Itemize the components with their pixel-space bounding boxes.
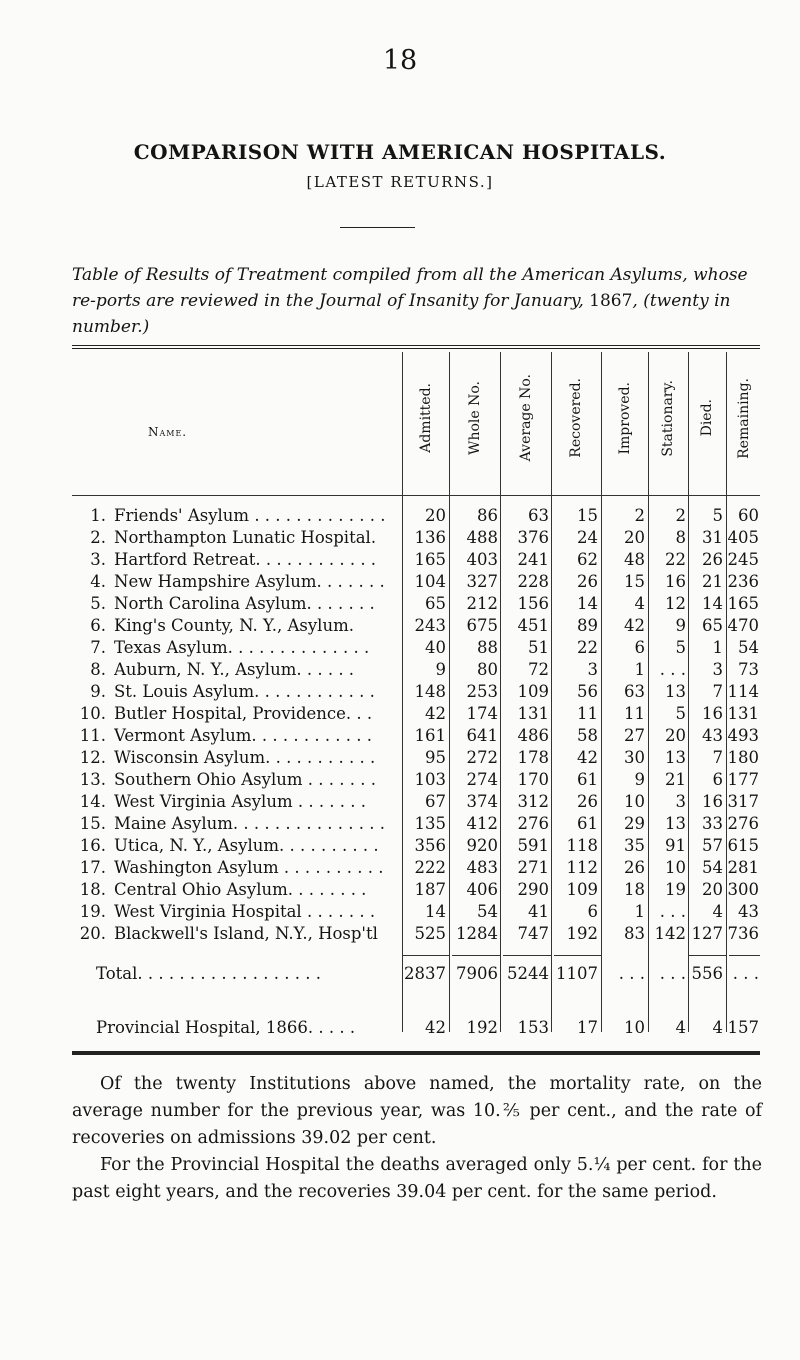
row-number: 2.: [90, 528, 106, 547]
table-cell: . . .: [732, 964, 759, 983]
table-cell: 73: [738, 660, 759, 679]
table-cell: 26: [624, 858, 645, 877]
table-cell: 20: [425, 506, 446, 525]
table-cell: 276: [517, 814, 549, 833]
total-row: [72, 963, 760, 985]
table-cell: 54: [702, 858, 723, 877]
table-cell: 43: [702, 726, 723, 745]
table-cell: 165: [727, 594, 759, 613]
table-row: [72, 747, 760, 769]
caption-part3: , (twenty in number.): [72, 291, 731, 337]
table-cell: 493: [727, 726, 759, 745]
table-cell: 22: [665, 550, 686, 569]
table-row: [72, 549, 760, 571]
table-row: [72, 835, 760, 857]
table-cell: 1: [634, 902, 645, 921]
table-cell: 2837: [404, 964, 446, 983]
table-cell: 42: [425, 1018, 446, 1037]
table-cell: 88: [477, 638, 498, 657]
column-header-remaining: Remaining.: [736, 377, 752, 459]
table-row: [72, 593, 760, 615]
table-cell: 276: [727, 814, 759, 833]
row-number: 6.: [90, 616, 106, 635]
table-cell: 51: [528, 638, 549, 657]
table-cell: 72: [528, 660, 549, 679]
total-separator: [729, 955, 760, 956]
table-cell: 10: [665, 858, 686, 877]
table-row: [72, 769, 760, 791]
table-cell: 33: [702, 814, 723, 833]
table-cell: 20: [624, 528, 645, 547]
table-cell: 118: [566, 836, 598, 855]
institution-name: Central Ohio Asylum. . . . . . . .: [114, 880, 367, 899]
institution-name: Hartford Retreat. . . . . . . . . . . .: [114, 550, 377, 569]
total-separator: [503, 955, 551, 956]
table-cell: 7906: [456, 964, 498, 983]
table-cell: 245: [727, 550, 759, 569]
table-cell: 26: [702, 550, 723, 569]
institution-name: Friends' Asylum . . . . . . . . . . . . .: [114, 506, 386, 525]
table-cell: 16: [702, 792, 723, 811]
table-top-rule-2: [72, 348, 760, 349]
table-cell: 281: [727, 858, 759, 877]
table-cell: 136: [414, 528, 446, 547]
table-cell: 42: [577, 748, 598, 767]
table-cell: 6: [712, 770, 723, 789]
row-number: 12.: [79, 748, 106, 767]
table-cell: 5244: [507, 964, 549, 983]
table-cell: 271: [517, 858, 549, 877]
table-cell: 21: [702, 572, 723, 591]
page-subtitle: [LATEST RETURNS.]: [306, 173, 494, 191]
institution-name: Butler Hospital, Providence. . .: [114, 704, 373, 723]
table-cell: 9: [634, 770, 645, 789]
table-cell: 178: [517, 748, 549, 767]
table-cell: 7: [712, 682, 723, 701]
table-cell: 153: [517, 1018, 549, 1037]
institution-name: Washington Asylum . . . . . . . . . .: [114, 858, 384, 877]
column-header-stationary: Stationary.: [660, 379, 676, 457]
table-cell: 67: [425, 792, 446, 811]
institution-name: Auburn, N. Y., Asylum. . . . . .: [114, 660, 355, 679]
table-cell: 483: [466, 858, 498, 877]
institution-name: Southern Ohio Asylum . . . . . . .: [114, 770, 376, 789]
table-cell: . . .: [659, 660, 686, 679]
table-cell: 12: [665, 594, 686, 613]
table-cell: 272: [466, 748, 498, 767]
table-cell: 1: [634, 660, 645, 679]
row-number: 17.: [79, 858, 106, 877]
divider: [340, 227, 415, 228]
table-cell: 403: [466, 550, 498, 569]
table-cell: 15: [577, 506, 598, 525]
total-separator: [554, 955, 601, 956]
table-cell: 26: [577, 792, 598, 811]
table-cell: 127: [691, 924, 723, 943]
row-number: 10.: [79, 704, 106, 723]
table-cell: 20: [665, 726, 686, 745]
table-cell: 10: [624, 1018, 645, 1037]
table-cell: 14: [702, 594, 723, 613]
table-cell: 615: [727, 836, 759, 855]
table-cell: 675: [466, 616, 498, 635]
table-cell: 920: [466, 836, 498, 855]
table-cell: 2: [634, 506, 645, 525]
institution-name: West Virginia Asylum . . . . . . .: [114, 792, 367, 811]
table-cell: 11: [577, 704, 598, 723]
table-cell: 20: [702, 880, 723, 899]
table-cell: 11: [624, 704, 645, 723]
table-cell: 486: [517, 726, 549, 745]
table-cell: 4: [712, 902, 723, 921]
table-cell: 63: [624, 682, 645, 701]
table-cell: 156: [517, 594, 549, 613]
table-cell: 14: [425, 902, 446, 921]
table-cell: 62: [577, 550, 598, 569]
table-cell: 1107: [556, 964, 598, 983]
table-cell: 253: [466, 682, 498, 701]
table-cell: 18: [624, 880, 645, 899]
institution-name: Northampton Lunatic Hospital.: [114, 528, 377, 547]
institution-name: North Carolina Asylum. . . . . . .: [114, 594, 375, 613]
table-row: [72, 637, 760, 659]
table-cell: 61: [577, 770, 598, 789]
table-cell: 40: [425, 638, 446, 657]
table-row: [72, 923, 760, 945]
table-cell: 3: [675, 792, 686, 811]
page-title: COMPARISON WITH AMERICAN HOSPITALS.: [133, 140, 667, 164]
table-row: [72, 791, 760, 813]
table-cell: 16: [702, 704, 723, 723]
table-cell: 54: [477, 902, 498, 921]
table-cell: 556: [691, 964, 723, 983]
table-cell: 58: [577, 726, 598, 745]
row-number: 5.: [90, 594, 106, 613]
table-cell: 470: [727, 616, 759, 635]
table-cell: 63: [528, 506, 549, 525]
table-cell: 83: [624, 924, 645, 943]
table-cell: 13: [665, 814, 686, 833]
table-cell: 13: [665, 682, 686, 701]
institution-name: King's County, N. Y., Asylum.: [114, 616, 354, 635]
caption-part2: the American Asylums, whose re-ports are reviewed in the Journal of Insanity for January,: [72, 265, 748, 311]
table-cell: 15: [624, 572, 645, 591]
table-cell: 6: [634, 638, 645, 657]
table-cell: 5: [675, 638, 686, 657]
table-cell: 165: [414, 550, 446, 569]
table-cell: 109: [517, 682, 549, 701]
table-cell: 26: [577, 572, 598, 591]
table-row: [72, 901, 760, 923]
table-cell: 290: [517, 880, 549, 899]
table-cell: 13: [665, 748, 686, 767]
table-cell: 7: [712, 748, 723, 767]
column-header-admitted: Admitted.: [418, 383, 434, 453]
table-cell: . . .: [659, 964, 686, 983]
table-cell: 412: [466, 814, 498, 833]
provincial-row: [72, 1017, 760, 1039]
column-header-recovered: Recovered.: [568, 378, 584, 458]
institution-name: St. Louis Asylum. . . . . . . . . . . .: [114, 682, 375, 701]
table-cell: 29: [624, 814, 645, 833]
table-cell: 327: [466, 572, 498, 591]
table-cell: 31: [702, 528, 723, 547]
institution-name: Texas Asylum. . . . . . . . . . . . . .: [114, 638, 370, 657]
table-cell: 228: [517, 572, 549, 591]
table-cell: 525: [414, 924, 446, 943]
table-row: [72, 879, 760, 901]
table-cell: 406: [466, 880, 498, 899]
table-cell: 35: [624, 836, 645, 855]
table-cell: 5: [675, 704, 686, 723]
row-number: 13.: [79, 770, 106, 789]
header-rule: [72, 495, 760, 496]
table-cell: 42: [624, 616, 645, 635]
table-cell: 157: [727, 1018, 759, 1037]
table-cell: 212: [466, 594, 498, 613]
row-number: 8.: [90, 660, 106, 679]
institution-name: Wisconsin Asylum. . . . . . . . . . .: [114, 748, 376, 767]
table-cell: 48: [624, 550, 645, 569]
table-cell: 192: [566, 924, 598, 943]
table-cell: 236: [727, 572, 759, 591]
table-cell: 135: [414, 814, 446, 833]
table-cell: 2: [675, 506, 686, 525]
table-cell: 312: [517, 792, 549, 811]
table-cell: 27: [624, 726, 645, 745]
row-number: 9.: [90, 682, 106, 701]
table-row: [72, 725, 760, 747]
institution-name: Maine Asylum. . . . . . . . . . . . . . .: [114, 814, 386, 833]
table-cell: 30: [624, 748, 645, 767]
total-separator: [689, 955, 726, 956]
table-row: [72, 681, 760, 703]
row-number: 16.: [79, 836, 106, 855]
table-row: [72, 615, 760, 637]
table-cell: 274: [466, 770, 498, 789]
row-number: 3.: [90, 550, 106, 569]
table-caption: [72, 262, 762, 340]
table-cell: 104: [414, 572, 446, 591]
table-cell: 17: [577, 1018, 598, 1037]
table-cell: 95: [425, 748, 446, 767]
table-cell: 241: [517, 550, 549, 569]
table-cell: 4: [675, 1018, 686, 1037]
column-header-average: Average No.: [517, 374, 534, 462]
table-cell: 103: [414, 770, 446, 789]
column-header-name: Name.: [148, 425, 188, 439]
row-number: 14.: [79, 792, 106, 811]
institution-name: Utica, N. Y., Asylum. . . . . . . . . .: [114, 836, 379, 855]
table-cell: 4: [634, 594, 645, 613]
table-cell: 19: [665, 880, 686, 899]
table-cell: 60: [738, 506, 759, 525]
table-cell: 187: [414, 880, 446, 899]
table-cell: 488: [466, 528, 498, 547]
table-cell: 1284: [456, 924, 498, 943]
table-cell: 86: [477, 506, 498, 525]
page-number: 18: [382, 45, 418, 76]
table-cell: 80: [477, 660, 498, 679]
table-cell: 177: [727, 770, 759, 789]
table-cell: 10: [624, 792, 645, 811]
table-cell: 131: [727, 704, 759, 723]
table-row: [72, 703, 760, 725]
table-bottom-rule: [72, 1051, 760, 1055]
table-cell: 376: [517, 528, 549, 547]
table-cell: 170: [517, 770, 549, 789]
institution-name: New Hampshire Asylum. . . . . . .: [114, 572, 385, 591]
table-cell: 21: [665, 770, 686, 789]
table-cell: 148: [414, 682, 446, 701]
table-cell: 6: [587, 902, 598, 921]
table-cell: 736: [727, 924, 759, 943]
table-cell: 222: [414, 858, 446, 877]
table-cell: 65: [425, 594, 446, 613]
table-cell: 405: [727, 528, 759, 547]
table-cell: 9: [435, 660, 446, 679]
table-cell: 91: [665, 836, 686, 855]
table-cell: 14: [577, 594, 598, 613]
institution-name: Provincial Hospital, 1866. . . . .: [96, 1018, 356, 1037]
table-cell: 5: [712, 506, 723, 525]
caption-year: 1867: [589, 291, 633, 311]
table-cell: 114: [727, 682, 759, 701]
institution-name: West Virginia Hospital . . . . . . .: [114, 902, 376, 921]
table-cell: . . .: [659, 902, 686, 921]
column-header-died: Died.: [699, 399, 715, 437]
row-number: 11.: [79, 726, 106, 745]
table-row: [72, 659, 760, 681]
institution-name: Blackwell's Island, N.Y., Hosp'tl: [114, 924, 378, 943]
table-cell: 41: [528, 902, 549, 921]
table-cell: 89: [577, 616, 598, 635]
table-cell: 591: [517, 836, 549, 855]
table-cell: 300: [727, 880, 759, 899]
column-header-whole: Whole No.: [466, 381, 483, 455]
table-cell: 161: [414, 726, 446, 745]
table-cell: 8: [675, 528, 686, 547]
table-cell: 243: [414, 616, 446, 635]
table-cell: . . .: [618, 964, 645, 983]
paragraph-provincial: For the Provincial Hospital the deaths averaged only 5.¼ per cent. for the past eight years, and the recoveries 39.04 per cent. for the same period.: [72, 1155, 762, 1202]
row-number: 4.: [90, 572, 106, 591]
table-row: [72, 505, 760, 527]
table-cell: 747: [517, 924, 549, 943]
table-cell: 180: [727, 748, 759, 767]
institution-name: Vermont Asylum. . . . . . . . . . . .: [114, 726, 373, 745]
row-number: 15.: [79, 814, 106, 833]
table-row: [72, 527, 760, 549]
table-cell: 317: [727, 792, 759, 811]
table-cell: 142: [654, 924, 686, 943]
table-cell: 56: [577, 682, 598, 701]
table-cell: 16: [665, 572, 686, 591]
total-separator: [452, 955, 500, 956]
table-row: [72, 857, 760, 879]
row-number: 18.: [79, 880, 106, 899]
caption-part1: Table of Results of Treatment compiled from all: [72, 265, 484, 285]
table-cell: 54: [738, 638, 759, 657]
row-number: 7.: [90, 638, 106, 657]
table-cell: 43: [738, 902, 759, 921]
row-number: 1.: [90, 506, 106, 525]
table-cell: 3: [587, 660, 598, 679]
table-row: [72, 571, 760, 593]
table-cell: 3: [712, 660, 723, 679]
paragraph-mortality: Of the twenty Institutions above named, the mortality rate, on the average number for the previous year, was 10.⅖ per cent., and the rate of recoveries on admissions 39.02 per cent.: [72, 1074, 762, 1148]
row-number: 19.: [79, 902, 106, 921]
table-cell: 61: [577, 814, 598, 833]
table-cell: 374: [466, 792, 498, 811]
table-cell: 131: [517, 704, 549, 723]
table-cell: 9: [675, 616, 686, 635]
table-cell: 174: [466, 704, 498, 723]
table-cell: 65: [702, 616, 723, 635]
table-row: [72, 813, 760, 835]
table-cell: 22: [577, 638, 598, 657]
table-cell: 42: [425, 704, 446, 723]
table-cell: 451: [517, 616, 549, 635]
table-cell: 641: [466, 726, 498, 745]
table-cell: 109: [566, 880, 598, 899]
table-top-rule: [72, 345, 760, 346]
table-cell: 192: [466, 1018, 498, 1037]
table-cell: 356: [414, 836, 446, 855]
column-header-improved: Improved.: [616, 381, 633, 455]
total-separator: [403, 955, 449, 956]
table-cell: 112: [566, 858, 598, 877]
table-cell: 57: [702, 836, 723, 855]
institution-name: Total. . . . . . . . . . . . . . . . . .: [96, 964, 321, 983]
table-cell: 4: [712, 1018, 723, 1037]
table-cell: 1: [712, 638, 723, 657]
table-cell: 24: [577, 528, 598, 547]
row-number: 20.: [79, 924, 106, 943]
